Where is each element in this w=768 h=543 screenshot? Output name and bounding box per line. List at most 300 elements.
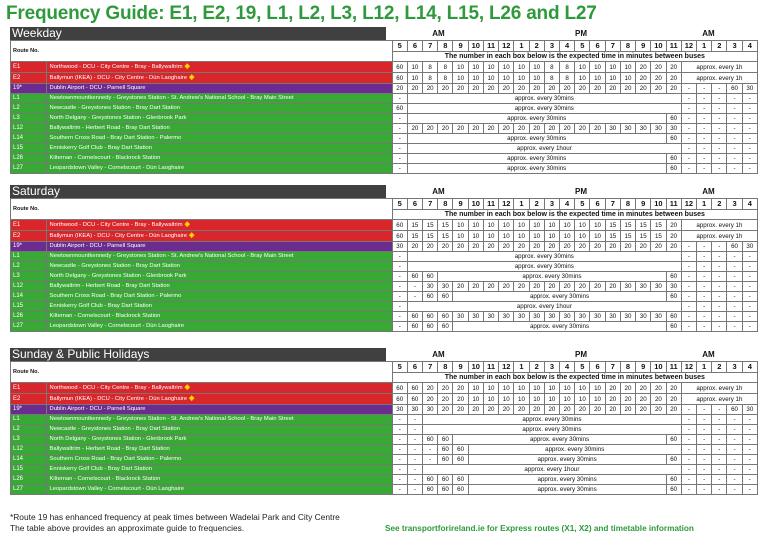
route-name-text: Newtownmountkennedy - Greystones Station - St. Andrew's National School - Bray Main Street xyxy=(49,416,294,422)
frequency-cell: - xyxy=(712,252,727,262)
frequency-cell: 20 xyxy=(590,84,605,94)
frequency-cell: - xyxy=(727,282,742,292)
frequency-cell: 20 xyxy=(453,242,468,252)
frequency-cell: - xyxy=(392,154,407,164)
frequency-cell: 30 xyxy=(407,405,422,415)
route-code: L12 xyxy=(11,282,47,292)
frequency-cell: approx. every 1h xyxy=(681,62,757,73)
frequency-cell: - xyxy=(727,455,742,465)
frequency-cell: - xyxy=(407,425,422,435)
hour-cell: 12 xyxy=(681,41,696,52)
hour-row xyxy=(11,199,758,210)
frequency-cell: 10 xyxy=(575,73,590,84)
frequency-cell: - xyxy=(696,292,711,302)
footer-see: See xyxy=(385,524,402,533)
table-row xyxy=(11,312,758,322)
express-icon: ◈ xyxy=(182,384,190,391)
frequency-cell: 20 xyxy=(590,405,605,415)
route-code: L3 xyxy=(11,114,47,124)
frequency-cell: 30 xyxy=(666,124,681,134)
frequency-cell: - xyxy=(712,154,727,164)
frequency-cell: 20 xyxy=(636,84,651,94)
frequency-cell: 10 xyxy=(544,394,559,405)
frequency-cell: approx. every 30mins xyxy=(468,475,666,485)
frequency-cell: 20 xyxy=(453,282,468,292)
frequency-cell: 10 xyxy=(590,231,605,242)
frequency-cell: 30 xyxy=(636,312,651,322)
frequency-cell: 20 xyxy=(453,405,468,415)
frequency-cell: - xyxy=(742,164,757,174)
route-name-text: Leopardstown Valley - Cornelscourt - Dún Laoghaire xyxy=(49,165,185,171)
frequency-cell: 10 xyxy=(499,394,514,405)
hour-cell: 2 xyxy=(712,362,727,373)
section-name: Weekday xyxy=(10,27,386,40)
route-name-text: Northwood - DCU - City Centre - Bray - Ballywaltrim xyxy=(49,385,183,391)
frequency-cell: 20 xyxy=(636,405,651,415)
frequency-cell: 10 xyxy=(514,231,529,242)
frequency-cell: - xyxy=(392,262,407,272)
hour-cell: 2 xyxy=(712,199,727,210)
route-code: L3 xyxy=(11,435,47,445)
frequency-cell: - xyxy=(727,94,742,104)
frequency-cell: 20 xyxy=(407,84,422,94)
frequency-cell: - xyxy=(742,114,757,124)
frequency-cell: 20 xyxy=(590,242,605,252)
frequency-cell: - xyxy=(681,415,696,425)
frequency-cell: 20 xyxy=(651,73,666,84)
route-name-text: Kilternan - Cornelscourt - Blackrock Station xyxy=(49,476,161,482)
frequency-cell: 10 xyxy=(483,220,498,231)
route-name-text: Newcastle - Greystones Station - Bray Dart Station xyxy=(49,263,180,269)
hour-cell: 2 xyxy=(529,362,544,373)
frequency-cell: - xyxy=(742,262,757,272)
route-code: L27 xyxy=(11,485,47,495)
frequency-cell: - xyxy=(712,322,727,332)
frequency-cell: 30 xyxy=(742,84,757,94)
frequency-cell: - xyxy=(712,104,727,114)
frequency-cell: 20 xyxy=(605,394,620,405)
frequency-cell: - xyxy=(392,435,407,445)
hour-cell: 4 xyxy=(742,362,757,373)
frequency-cell: 20 xyxy=(392,84,407,94)
frequency-cell: 20 xyxy=(560,405,575,415)
frequency-cell: 30 xyxy=(605,124,620,134)
frequency-cell: 30 xyxy=(605,312,620,322)
frequency-cell: approx. every 1h xyxy=(681,220,757,231)
frequency-cell: - xyxy=(727,302,742,312)
route-name-text: Ballywaltrim - Herbert Road - Bray Dart Station xyxy=(49,125,170,131)
frequency-cell: - xyxy=(727,435,742,445)
frequency-cell: 10 xyxy=(590,383,605,394)
frequency-cell: approx. every 30mins xyxy=(423,425,682,435)
frequency-cell: 10 xyxy=(560,220,575,231)
frequency-cell: 30 xyxy=(499,312,514,322)
frequency-cell: 30 xyxy=(453,312,468,322)
table-row xyxy=(11,455,758,465)
frequency-cell: 60 xyxy=(453,475,468,485)
route-code: E2 xyxy=(11,231,47,242)
route-code: E2 xyxy=(11,394,47,405)
frequency-cell: 60 xyxy=(666,134,681,144)
frequency-cell: 8 xyxy=(438,73,453,84)
frequency-cell: 30 xyxy=(423,405,438,415)
frequency-cell: 20 xyxy=(605,242,620,252)
route-name-text: Ballymun (IKEA) - DCU - City Centre - Dún Laoghaire xyxy=(49,233,188,239)
frequency-cell: - xyxy=(712,425,727,435)
frequency-cell: - xyxy=(742,282,757,292)
route-name-text: North Delgany - Greystones Station - Glenbrook Park xyxy=(49,436,187,442)
frequency-cell: - xyxy=(727,292,742,302)
route-name-text: Kilternan - Cornelscourt - Blackrock Station xyxy=(49,313,161,319)
frequency-cell: 10 xyxy=(468,231,483,242)
section-header xyxy=(10,348,758,361)
frequency-cell: 10 xyxy=(590,394,605,405)
frequency-cell: 30 xyxy=(514,312,529,322)
frequency-cell: 20 xyxy=(453,383,468,394)
frequency-cell: 15 xyxy=(438,231,453,242)
route-code: E1 xyxy=(11,220,47,231)
saturday-section xyxy=(10,185,758,332)
table-row xyxy=(11,272,758,282)
frequency-cell: - xyxy=(742,252,757,262)
frequency-cell: 10 xyxy=(529,62,544,73)
frequency-cell: - xyxy=(681,144,696,154)
frequency-cell: 15 xyxy=(651,220,666,231)
frequency-cell: 10 xyxy=(544,383,559,394)
frequency-cell: - xyxy=(742,124,757,134)
frequency-cell: - xyxy=(696,485,711,495)
frequency-cell: approx. every 30mins xyxy=(423,415,682,425)
table-row xyxy=(11,134,758,144)
hour-cell: 8 xyxy=(620,199,635,210)
express-icon: ◈ xyxy=(187,74,195,81)
frequency-cell: 20 xyxy=(438,242,453,252)
frequency-cell: 20 xyxy=(666,394,681,405)
frequency-cell: 30 xyxy=(636,282,651,292)
frequency-cell: - xyxy=(681,262,696,272)
footer-rest: for Express routes (X1, X2) and timetable information xyxy=(484,524,694,533)
route-name xyxy=(46,144,392,154)
hour-cell: 8 xyxy=(620,41,635,52)
frequency-cell: 10 xyxy=(407,73,422,84)
hour-cell: 1 xyxy=(696,199,711,210)
route-code: L14 xyxy=(11,134,47,144)
frequency-cell: 20 xyxy=(423,84,438,94)
hour-cell: 10 xyxy=(468,362,483,373)
frequency-cell: 20 xyxy=(620,405,635,415)
frequency-cell: 20 xyxy=(651,242,666,252)
frequency-cell: 60 xyxy=(438,435,453,445)
frequency-cell: - xyxy=(423,445,438,455)
frequency-cell: 10 xyxy=(529,231,544,242)
frequency-cell: 60 xyxy=(392,383,407,394)
frequency-cell: 20 xyxy=(514,84,529,94)
frequency-cell: - xyxy=(681,154,696,164)
frequency-cell: 30 xyxy=(620,124,635,134)
hour-cell: 2 xyxy=(529,41,544,52)
frequency-cell: - xyxy=(407,435,422,445)
table-row xyxy=(11,62,758,73)
frequency-cell: 30 xyxy=(392,242,407,252)
frequency-cell: - xyxy=(696,252,711,262)
frequency-cell: 20 xyxy=(666,405,681,415)
frequency-cell: - xyxy=(727,114,742,124)
route-name-text: Ballywaltrim - Herbert Road - Bray Dart Station xyxy=(49,283,170,289)
frequency-cell: - xyxy=(696,405,711,415)
hour-cell: 1 xyxy=(696,41,711,52)
frequency-cell: 20 xyxy=(407,124,422,134)
frequency-cell: 20 xyxy=(529,242,544,252)
frequency-cell: 20 xyxy=(468,242,483,252)
route-name xyxy=(46,425,392,435)
frequency-cell: 20 xyxy=(651,405,666,415)
express-icon: ◈ xyxy=(187,232,195,239)
frequency-cell: 20 xyxy=(575,405,590,415)
frequency-cell: approx. every 30mins xyxy=(407,262,681,272)
frequency-cell: 60 xyxy=(423,485,438,495)
frequency-cell: - xyxy=(727,272,742,282)
frequency-table xyxy=(10,198,758,332)
frequency-cell: 30 xyxy=(423,282,438,292)
frequency-cell: 30 xyxy=(636,124,651,134)
route-code: L1 xyxy=(11,415,47,425)
frequency-cell: 20 xyxy=(666,73,681,84)
period-label-am: AM xyxy=(432,187,445,196)
table-row xyxy=(11,154,758,164)
frequency-cell: - xyxy=(392,415,407,425)
frequency-cell: 60 xyxy=(392,73,407,84)
route-code: E1 xyxy=(11,62,47,73)
route-code: L15 xyxy=(11,465,47,475)
table-row xyxy=(11,383,758,394)
period-label-am2: AM xyxy=(702,187,715,196)
sunday-section xyxy=(10,348,758,495)
frequency-cell: 60 xyxy=(392,220,407,231)
frequency-cell: - xyxy=(742,292,757,302)
frequency-cell: 60 xyxy=(438,312,453,322)
frequency-cell: - xyxy=(681,312,696,322)
frequency-cell: 15 xyxy=(620,220,635,231)
period-label-pm: PM xyxy=(575,187,587,196)
frequency-cell: 60 xyxy=(392,231,407,242)
hour-cell: 12 xyxy=(681,199,696,210)
page-title: Frequency Guide: E1, E2, 19, L1, L2, L3, L12, L14, L15, L26 and L27 xyxy=(6,3,597,24)
frequency-cell: - xyxy=(727,425,742,435)
frequency-cell: 30 xyxy=(651,282,666,292)
frequency-cell: 20 xyxy=(620,242,635,252)
hour-cell: 3 xyxy=(544,362,559,373)
frequency-cell: 20 xyxy=(529,84,544,94)
frequency-cell: approx. every 1h xyxy=(681,394,757,405)
frequency-cell: 10 xyxy=(560,383,575,394)
table-row xyxy=(11,282,758,292)
route-code: E2 xyxy=(11,73,47,84)
frequency-cell: 30 xyxy=(392,405,407,415)
frequency-cell: 30 xyxy=(742,242,757,252)
frequency-cell: - xyxy=(681,84,696,94)
route-name xyxy=(46,252,392,262)
frequency-cell: approx. every 30mins xyxy=(468,445,681,455)
frequency-cell: 10 xyxy=(575,383,590,394)
frequency-cell: - xyxy=(742,485,757,495)
route-name xyxy=(46,485,392,495)
frequency-cell: 8 xyxy=(438,62,453,73)
route-code: L26 xyxy=(11,475,47,485)
hour-cell: 10 xyxy=(468,199,483,210)
frequency-cell: 30 xyxy=(468,312,483,322)
frequency-cell: 30 xyxy=(590,312,605,322)
table-row xyxy=(11,302,758,312)
frequency-cell: - xyxy=(742,144,757,154)
frequency-cell: - xyxy=(696,445,711,455)
frequency-cell: 10 xyxy=(468,73,483,84)
route-name-text: Newcastle - Greystones Station - Bray Dart Station xyxy=(49,105,180,111)
frequency-cell: approx. every 1h xyxy=(681,231,757,242)
frequency-cell: 10 xyxy=(483,394,498,405)
frequency-cell: 10 xyxy=(483,62,498,73)
frequency-cell: - xyxy=(727,134,742,144)
frequency-cell: 20 xyxy=(483,405,498,415)
frequency-cell: 20 xyxy=(499,124,514,134)
frequency-cell: approx. every 30mins xyxy=(407,164,666,174)
frequency-cell: 60 xyxy=(423,475,438,485)
hour-cell: 6 xyxy=(407,199,422,210)
route-code: L26 xyxy=(11,154,47,164)
table-row xyxy=(11,485,758,495)
express-icon: ◈ xyxy=(182,221,190,228)
hour-cell: 5 xyxy=(392,362,407,373)
route-name-text: Southern Cross Road - Bray Dart Station - Palermo xyxy=(49,135,182,141)
route-name xyxy=(46,124,392,134)
route-code: L14 xyxy=(11,455,47,465)
frequency-cell: - xyxy=(681,292,696,302)
route-name xyxy=(46,94,392,104)
frequency-cell: - xyxy=(696,104,711,114)
route-name-text: Newtownmountkennedy - Greystones Station - St. Andrew's National School - Bray Main Street xyxy=(49,95,294,101)
route-name xyxy=(46,282,392,292)
section-header xyxy=(10,185,758,198)
frequency-cell: 60 xyxy=(392,394,407,405)
frequency-cell: 20 xyxy=(407,242,422,252)
footer-info xyxy=(385,524,694,533)
frequency-cell: 30 xyxy=(529,312,544,322)
frequency-cell: 10 xyxy=(483,231,498,242)
route-name-text: North Delgany - Greystones Station - Glenbrook Park xyxy=(49,273,187,279)
frequency-cell: approx. every 30mins xyxy=(407,154,666,164)
frequency-cell: 20 xyxy=(423,394,438,405)
frequency-cell: approx. every 30mins xyxy=(453,435,666,445)
route-name-text: Enniskerry Golf Club - Bray Dart Station xyxy=(49,145,152,151)
frequency-cell: - xyxy=(712,242,727,252)
frequency-cell: - xyxy=(712,272,727,282)
frequency-cell: - xyxy=(712,435,727,445)
period-label-pm: PM xyxy=(575,350,587,359)
route-name xyxy=(46,154,392,164)
frequency-cell: 15 xyxy=(636,220,651,231)
frequency-cell: - xyxy=(392,425,407,435)
frequency-cell: - xyxy=(681,302,696,312)
footnote xyxy=(10,512,340,534)
hour-cell: 9 xyxy=(636,362,651,373)
route-name xyxy=(46,383,392,394)
frequency-cell: - xyxy=(712,134,727,144)
hour-cell: 10 xyxy=(651,362,666,373)
hour-cell: 4 xyxy=(560,362,575,373)
hour-cell: 11 xyxy=(666,41,681,52)
frequency-cell: 20 xyxy=(499,282,514,292)
frequency-cell: - xyxy=(681,435,696,445)
route-name-text: Northwood - DCU - City Centre - Bray - Ballywaltrim xyxy=(49,64,183,70)
frequency-cell: - xyxy=(727,322,742,332)
frequency-cell: - xyxy=(696,164,711,174)
table-row xyxy=(11,435,758,445)
frequency-cell: - xyxy=(696,154,711,164)
frequency-cell: - xyxy=(392,252,407,262)
table-row xyxy=(11,475,758,485)
route-no-header: Route No. xyxy=(11,41,393,62)
frequency-cell: - xyxy=(681,134,696,144)
frequency-cell: 8 xyxy=(423,62,438,73)
frequency-cell: 60 xyxy=(666,475,681,485)
frequency-cell: 10 xyxy=(620,73,635,84)
frequency-cell: 10 xyxy=(590,220,605,231)
frequency-cell: approx. every 1hour xyxy=(423,465,682,475)
frequency-cell: 30 xyxy=(651,312,666,322)
frequency-cell: - xyxy=(392,475,407,485)
frequency-cell: - xyxy=(696,114,711,124)
route-name xyxy=(46,231,392,242)
route-name xyxy=(46,415,392,425)
frequency-table xyxy=(10,361,758,495)
frequency-cell: 20 xyxy=(590,282,605,292)
frequency-cell: - xyxy=(696,262,711,272)
table-row xyxy=(11,231,758,242)
transportforireland-link[interactable]: transportforireland.ie xyxy=(401,524,485,533)
frequency-cell: - xyxy=(712,84,727,94)
hour-cell: 6 xyxy=(407,41,422,52)
hour-cell: 4 xyxy=(742,41,757,52)
frequency-cell: - xyxy=(742,435,757,445)
frequency-cell: - xyxy=(407,485,422,495)
frequency-cell: approx. every 1h xyxy=(681,383,757,394)
table-row xyxy=(11,425,758,435)
frequency-cell: 20 xyxy=(636,62,651,73)
frequency-cell: - xyxy=(696,415,711,425)
frequency-cell: 8 xyxy=(544,73,559,84)
frequency-cell: 20 xyxy=(468,405,483,415)
frequency-cell: - xyxy=(696,124,711,134)
frequency-cell: 10 xyxy=(529,220,544,231)
frequency-cell: 10 xyxy=(514,220,529,231)
frequency-cell: 10 xyxy=(514,62,529,73)
frequency-cell: 20 xyxy=(438,405,453,415)
hour-cell: 11 xyxy=(666,362,681,373)
frequency-cell: 20 xyxy=(575,84,590,94)
route-name-text: Dublin Airport - DCU - Parnell Square xyxy=(49,243,146,249)
route-code: 19* xyxy=(11,242,47,252)
frequency-cell: 60 xyxy=(666,485,681,495)
section-name: Saturday xyxy=(10,185,386,198)
frequency-cell: 20 xyxy=(438,383,453,394)
hour-cell: 7 xyxy=(423,41,438,52)
frequency-cell: 20 xyxy=(605,282,620,292)
hour-cell: 10 xyxy=(651,199,666,210)
table-row xyxy=(11,84,758,94)
frequency-cell: - xyxy=(681,272,696,282)
table-row xyxy=(11,445,758,455)
frequency-cell: 20 xyxy=(483,242,498,252)
frequency-cell: - xyxy=(696,455,711,465)
